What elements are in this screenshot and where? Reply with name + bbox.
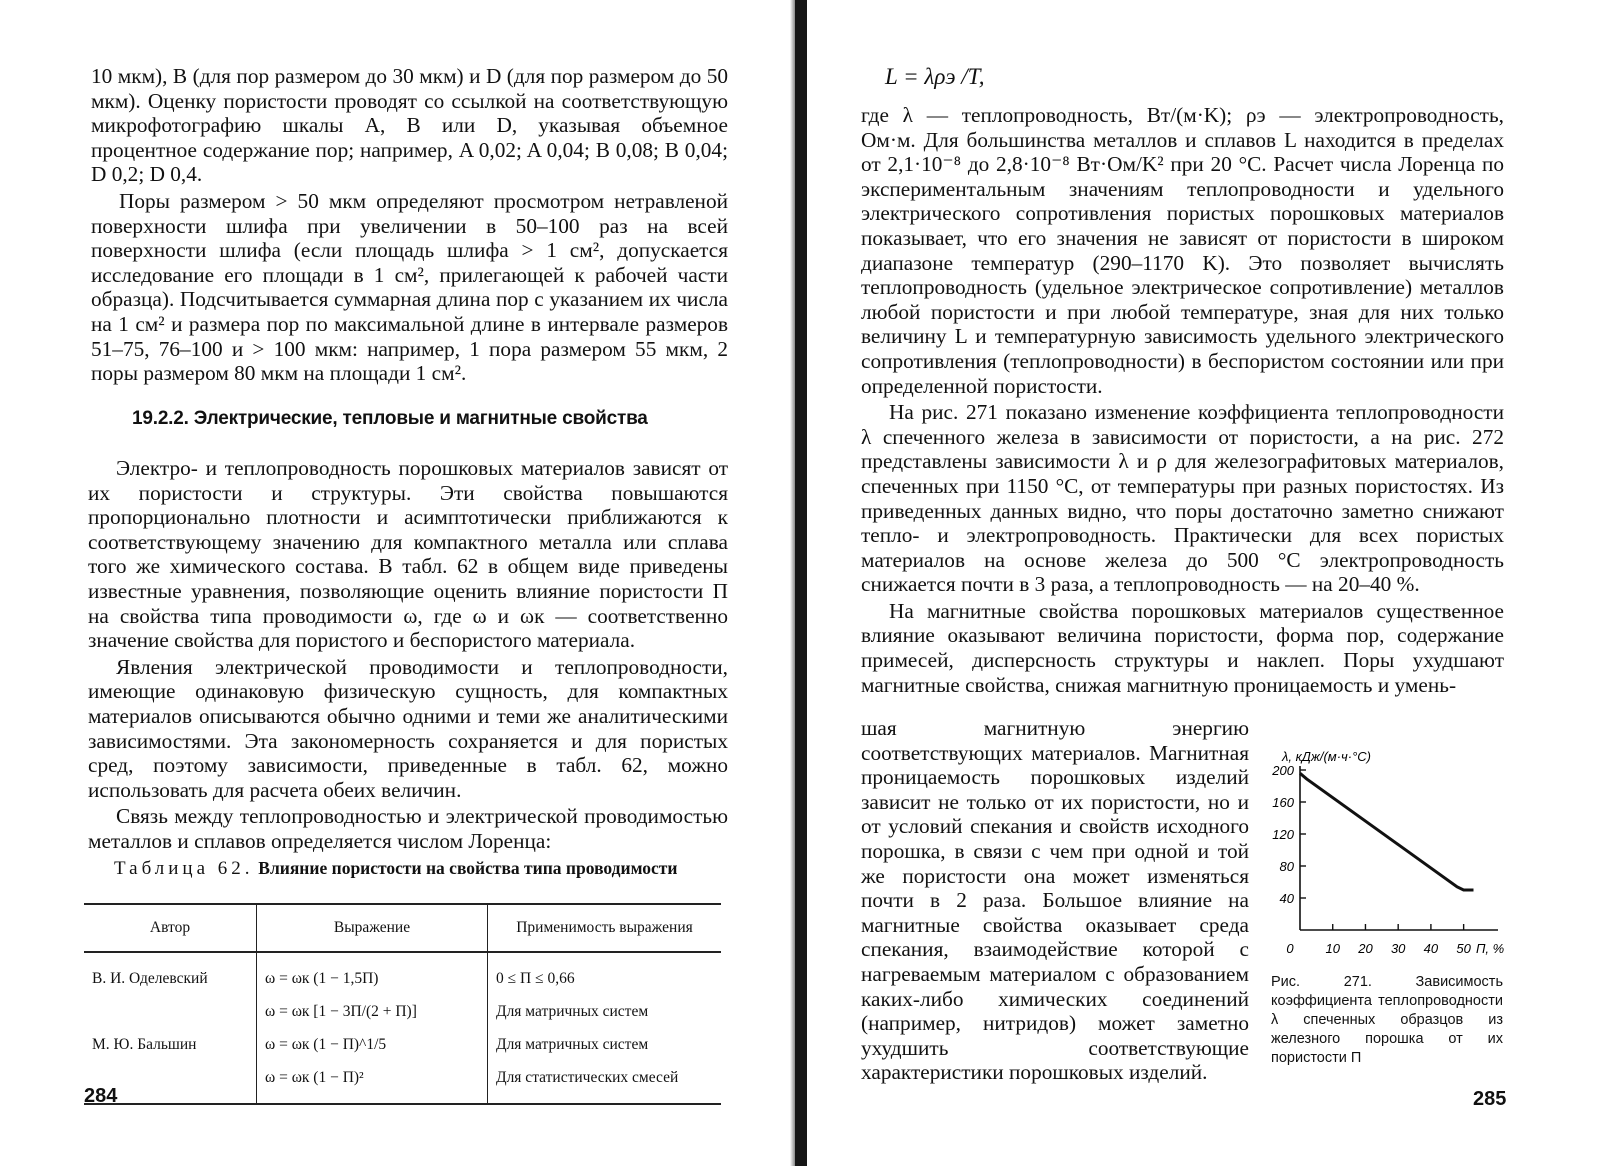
y-tick-label: 80 xyxy=(1279,859,1294,874)
right-text-top xyxy=(861,103,1504,697)
right-text-wrapped xyxy=(861,716,1249,1085)
left-text-top xyxy=(91,64,728,386)
figure-271 xyxy=(1262,742,1522,972)
table-cell: Для статистических смесей xyxy=(488,1061,722,1104)
paragraph: Электро- и теплопроводность порошковых материалов зависят от их пористости и структуры. Эти свойства повышаются пропорционально плотности и асимптотически приближаются к соответствующему значению для компактного металла или сплава того же химического состава. В табл. 62 в общем виде приведены известные уравнения, позволяющие оценить влияние пористости П на свойства типа проводимости ω, где ω и ωк — соответственно значение свойства для пористого и беспористого материала. xyxy=(88,456,728,653)
left-text-bottom xyxy=(88,456,728,854)
series-line xyxy=(1300,773,1474,890)
table-cell: Для матричных систем xyxy=(488,995,722,1028)
figure-caption: Рис. 271. Зависимость коэффициента теплопроводности λ спеченных образцов из железного порошка от их пористости П xyxy=(1271,974,1503,1066)
page-number: 284 xyxy=(84,1085,118,1107)
x-tick-label: 40 xyxy=(1423,941,1439,956)
table-row xyxy=(84,1028,721,1061)
section-heading: 19.2.2. Электрические, тепловые и магнитные свойства xyxy=(132,408,648,429)
table-cell: М. Ю. Бальшин xyxy=(92,1036,197,1053)
x-tick-label: 0 xyxy=(1286,941,1294,956)
table-cell: В. И. Оделевский xyxy=(92,970,208,987)
chart-271 xyxy=(1262,742,1522,972)
table-row xyxy=(84,995,721,1028)
table-caption-title: Влияние пористости на свойства типа проводимости xyxy=(258,858,678,878)
table-cell: ω = ωк (1 − 1,5П) xyxy=(257,952,488,995)
paragraph: шая магнитную энергию соответствующих материалов. Магнитная проницаемость порошковых изделий зависит не только от их пористости, но и от условий спекания и свойств исходного порошка, в связи с чем при одной и той же пористости она может изменяться почти в 2 раза. Большое влияние на магнитные свойства оказывает среда спекания, взаимодействие которой с нагреваемым материалом с образованием каких-либо химических соединений (например, нитридов) может заметно ухудшить соответствующие характеристики порошковых изделий. xyxy=(861,716,1249,1085)
paragraph: Связь между теплопроводностью и электрической проводимостью металлов и сплавов определяется числом Лоренца: xyxy=(88,804,728,853)
table-62 xyxy=(84,903,721,1105)
paragraph: На рис. 271 показано изменение коэффициента теплопроводности λ спеченного железа в зависимости от пористости, а на рис. 272 представлены зависимости λ и ρ для железографитовых материалов, спеченных при 1150 °C, от температуры при разных пористостях. Из приведенных данных видно, что поры достаточно заметно снижают тепло- и электропроводность. Практически для всех пористых материалов на основе железа до 500 °C электропроводность снижается почти в 3 раза, а теплопроводность — на 20–40 %. xyxy=(861,400,1504,597)
table-cell: ω = ωк (1 − П)² xyxy=(257,1061,488,1104)
table-cell: Для матричных систем xyxy=(488,1028,722,1061)
paragraph: Явления электрической проводимости и теплопроводности, имеющие одинаковую физическую сущность, для компактных материалов описываются обычно одними и теми же аналитическими зависимостями. Эта закономерность сохраняется и для пористых сред, поэтому зависимости, приведенные в табл. 62, можно использовать для расчета обеих величин. xyxy=(88,654,728,802)
x-tick-label: 10 xyxy=(1325,941,1340,956)
paragraph: Поры размером > 50 мкм определяют просмотром нетравленой поверхности шлифа при увеличении в 50–100 раз на всей поверхности шлифа (если площадь шлифа > 1 см², допускается исследование его площади в 1 см², прилегающей к рабочей части образца). Подсчитывается суммарная длина пор с указанием их числа на 1 см² и размера пор по максимальной длине в интервале размеров 51–75, 76–100 и > 100 мкм: например, 1 пора размером 55 мкм, 2 поры размером 80 мкм на площади 1 см². xyxy=(91,188,728,386)
table-row xyxy=(84,952,721,995)
lorenz-formula: L = λρэ /T, xyxy=(885,64,985,89)
y-axis-label: λ, кДж/(м·ч·°C) xyxy=(1282,749,1372,764)
x-tick-label: 30 xyxy=(1390,941,1406,956)
table-cell: 0 ≤ П ≤ 0,66 xyxy=(488,952,722,995)
table-caption-label: Таблица 62. xyxy=(114,858,254,879)
page-number: 285 xyxy=(1473,1088,1507,1110)
y-tick-label: 120 xyxy=(1272,827,1294,842)
x-tick-label: 50 xyxy=(1456,941,1471,956)
table-header: Автор xyxy=(84,904,257,952)
book-spine xyxy=(795,0,807,1166)
paragraph: где λ — теплопроводность, Вт/(м·K); ρэ — электропроводность, Ом·м. Для большинства металлов и сплавов L находится в пределах от 2,1·10⁻⁸ до 2,8·10⁻⁸ Вт·Ом/K² при 20 °C. Расчет числа Лоренца по экспериментальным значениям теплопроводности и удельного электрического сопротивления пористых порошковых материалов показывает, что его значения не зависят от пористости в широком диапазоне температур (290–1170 K). Это позволяет вычислять теплопроводность (удельное электрическое сопротивление) металлов любой пористости и при любой температуре, зная для них только величину L и температурную зависимость удельного электрического сопротивления (теплопроводности) в беспористом состоянии или при определенной пористости. xyxy=(861,103,1504,398)
y-tick-label: 200 xyxy=(1272,763,1294,778)
table-row xyxy=(84,1061,721,1104)
table-caption xyxy=(114,858,734,880)
table-header: Выражение xyxy=(257,904,488,952)
y-tick-label: 40 xyxy=(1279,891,1294,906)
table-cell: ω = ωк [1 − 3П/(2 + П)] xyxy=(257,995,488,1028)
paragraph: 10 мкм), B (для пор размером до 30 мкм) и D (для пор размером до 50 мкм). Оценку пористости проводят со ссылкой на соответствующую микрофотографию шкалы A, B или D, указывая объемное процентное содержание пор; например, A 0,02; A 0,04; B 0,08; B 0,04; D 0,2; D 0,4. xyxy=(91,64,728,187)
table-cell: ω = ωк (1 − П)^1/5 xyxy=(257,1028,488,1061)
paragraph: На магнитные свойства порошковых материалов существенное влияние оказывают величина пористости, форма пор, содержание примесей, дисперсность структуры и наклеп. Поры ухудшают магнитные свойства, снижая магнитную проницаемость и умень- xyxy=(861,598,1504,697)
x-axis-label: П, % xyxy=(1476,941,1505,956)
x-tick-label: 20 xyxy=(1358,941,1373,956)
table-header: Применимость выражения xyxy=(488,904,722,952)
y-tick-label: 160 xyxy=(1272,795,1294,810)
table-cell xyxy=(84,995,257,1028)
